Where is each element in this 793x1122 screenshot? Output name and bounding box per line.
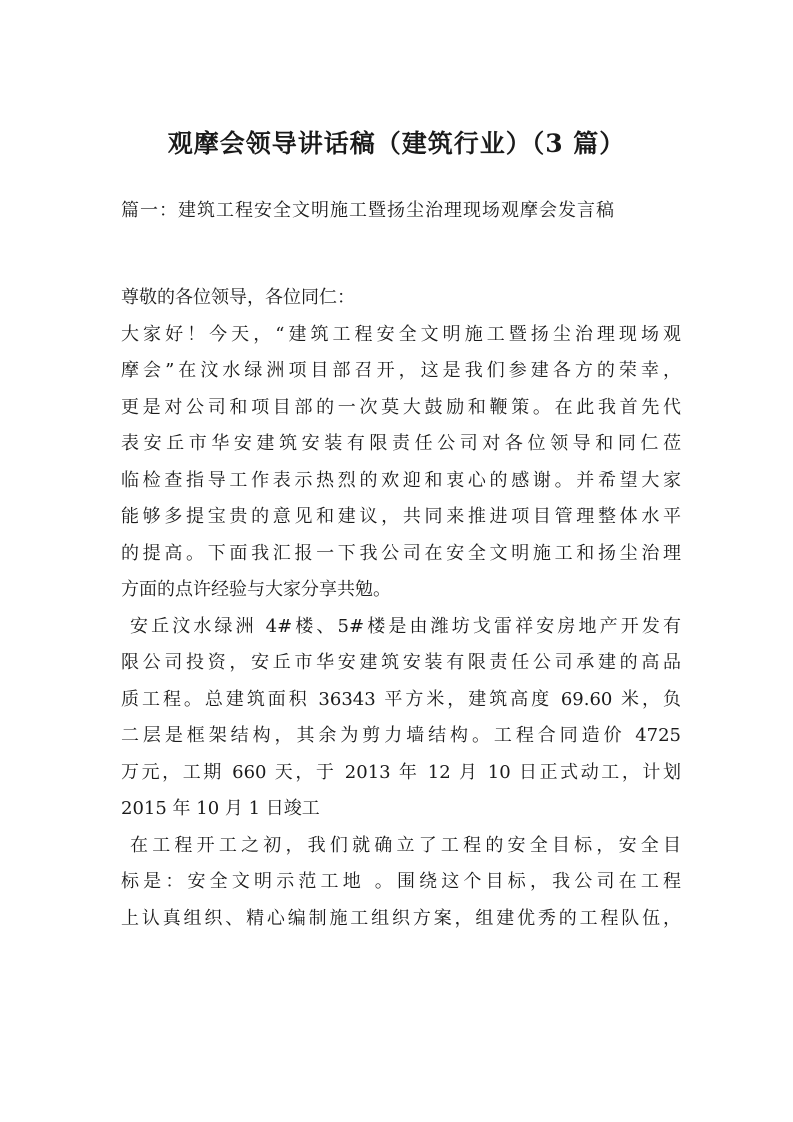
paragraph-line: 能够多提宝贵的意见和建议，共同来推进项目管理整体水平 [121,506,681,527]
paragraph-line: 安丘汶水绿洲 4#楼、5#楼是由潍坊戈雷祥安房地产开发有 [130,615,681,637]
paragraph-line: 更是对公司和项目部的一次莫大鼓励和鞭策。在此我首先代 [121,396,681,418]
paragraph-line: 二层是框架结构，其余为剪力墙结构。工程合同造价 4725 [121,725,681,746]
salutation-line: 尊敬的各位领导，各位同仁： [121,287,355,308]
document-title: 观摩会领导讲话稿（建筑行业）（3 篇） [167,129,626,158]
paragraph-line: 质工程。总建筑面积 36343 平方米，建筑高度 69.60 米，负 [121,688,681,710]
paragraph-line: 方面的点许经验与大家分享共勉。 [121,579,391,600]
paragraph-line: 限公司投资，安丘市华安建筑安装有限责任公司承建的高品 [121,652,681,673]
paragraph-line: 在工程开工之初，我们就确立了工程的安全目标，安全目 [130,834,681,856]
paragraph-line: 表安丘市华安建筑安装有限责任公司对各位领导和同仁莅 [121,433,681,454]
section-heading: 篇一：建筑工程安全文明施工暨扬尘治理现场观摩会发言稿 [121,200,615,221]
paragraph-line: 大家好！今天，“建筑工程安全文明施工暨扬尘治理现场观 [121,323,681,345]
paragraph-line: 临检查指导工作表示热烈的欢迎和衷心的感谢。并希望大家 [121,469,681,491]
paragraph-line: 万元，工期 660 天，于 2013 年 12 月 10 日正式动工，计划 [121,761,681,783]
paragraph-line: 摩会”在汶水绿洲项目部召开，这是我们参建各方的荣幸， [121,360,681,381]
paragraph-line: 上认真组织、精心编制施工组织方案，组建优秀的工程队伍， [121,907,681,929]
body-text [121,280,681,937]
paragraph-line: 的提高。下面我汇报一下我公司在安全文明施工和扬尘治理 [121,542,681,564]
paragraph-line: 标是：安全文明示范工地 。围绕这个目标，我公司在工程 [121,871,681,892]
paragraph-line: 2015 年 10 月 1 日竣工 [121,798,320,819]
